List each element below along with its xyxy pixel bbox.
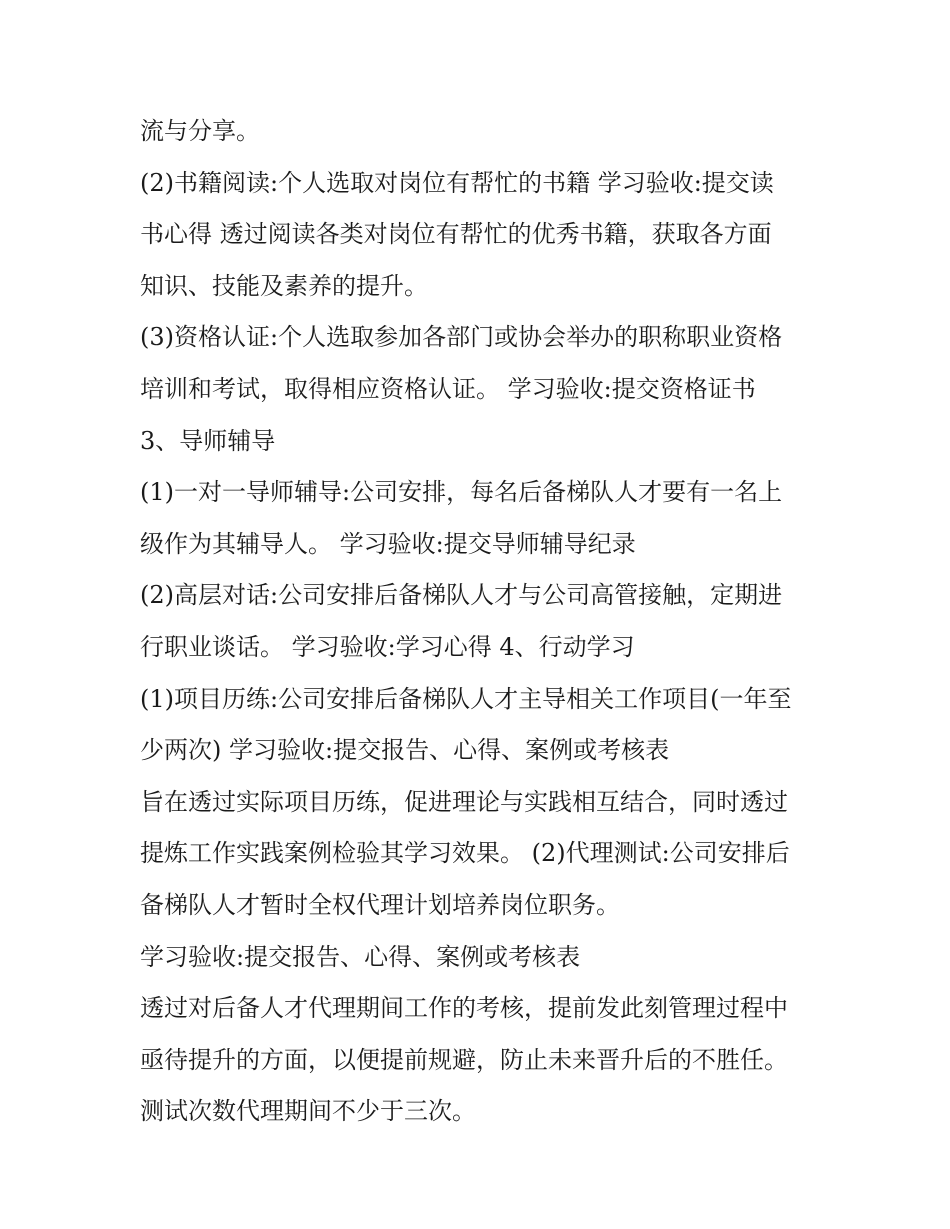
text-line: 少两次) 学习验收:提交报告、心得、案例或考核表 xyxy=(140,736,670,765)
text-line: (2)高层对话:公司安排后备梯队人才与公司高管接触，定期进 xyxy=(140,581,783,610)
text-line: 培训和考试，取得相应资格认证。 学习验收:提交资格证书 xyxy=(140,374,756,403)
text-line: 行职业谈话。 学习验收:学习心得 4、行动学习 xyxy=(140,632,635,661)
text-line: 提炼工作实践案例检验其学习效果。 (2)代理测试:公司安排后 xyxy=(140,839,790,868)
text-line: 旨在透过实际项目历练，促进理论与实践相互结合，同时透过 xyxy=(140,787,788,816)
text-line: 书心得 透过阅读各类对岗位有帮忙的优秀书籍，获取各方面 xyxy=(140,220,772,249)
document-body xyxy=(140,106,820,1138)
text-line: (1)一对一导师辅导:公司安排，每名后备梯队人才要有一名上 xyxy=(140,478,783,507)
text-line: (3)资格认证:个人选取参加各部门或协会举办的职称职业资格 xyxy=(140,323,783,352)
section-heading: 3、导师辅导 xyxy=(140,426,276,455)
text-line: 级作为其辅导人。 学习验收:提交导师辅导纪录 xyxy=(140,529,636,558)
text-line: 测试次数代理期间不少于三次。 xyxy=(140,1097,476,1126)
text-line: 备梯队人才暂时全权代理计划培养岗位职务。 xyxy=(140,890,620,919)
text-line: 知识、技能及素养的提升。 xyxy=(140,271,428,300)
text-line: (1)项目历练:公司安排后备梯队人才主导相关工作项目(一年至 xyxy=(140,684,792,713)
text-line: 透过对后备人才代理期间工作的考核，提前发此刻管理过程中 xyxy=(140,994,788,1023)
text-line: (2)书籍阅读:个人选取对岗位有帮忙的书籍 学习验收:提交读 xyxy=(140,168,774,197)
text-line: 亟待提升的方面，以便提前规避，防止未来晋升后的不胜任。 xyxy=(140,1045,788,1074)
text-line: 学习验收:提交报告、心得、案例或考核表 xyxy=(140,942,581,971)
text-line: 流与分享。 xyxy=(140,117,260,145)
